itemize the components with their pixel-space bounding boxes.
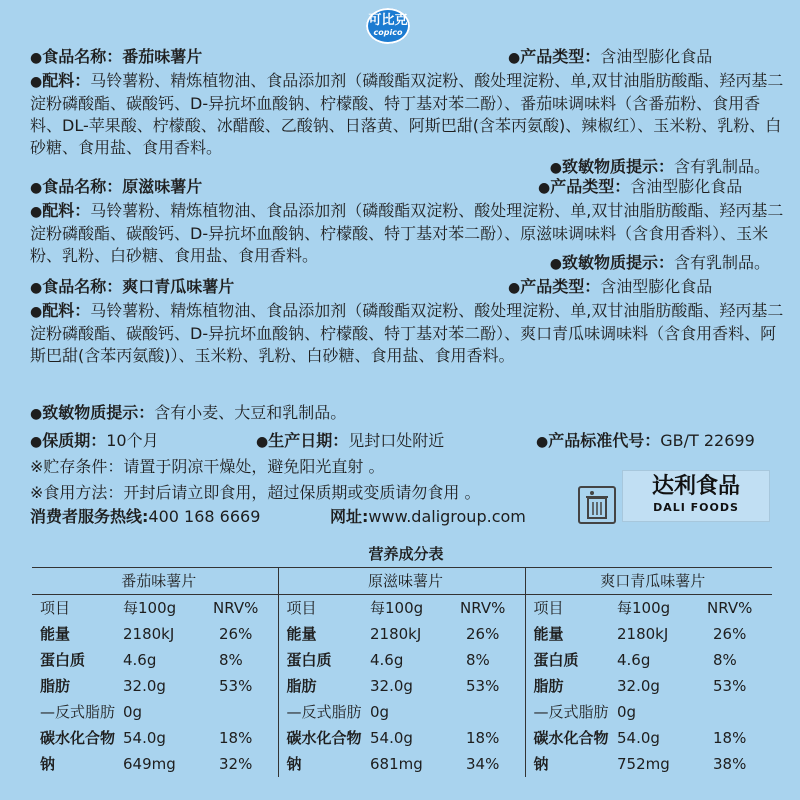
nutrient-name: 能量	[278, 621, 362, 647]
nrv-value	[205, 699, 278, 725]
product3-name-row: ●食品名称：爽口青瓜味薯片 ●产品类型：含油型膨化食品	[30, 276, 790, 299]
per-100g-value: 32.0g	[617, 677, 660, 695]
nrv-value: 18%	[466, 729, 500, 747]
table-row	[32, 751, 772, 777]
nrv-value	[699, 699, 772, 725]
product2-name-row: ●食品名称：原滋味薯片 ●产品类型：含油型膨化食品	[30, 176, 790, 199]
column-header: NRV%	[213, 599, 259, 617]
nutrition-product-header: 爽口青瓜味薯片	[525, 568, 772, 595]
per-100g-value: 649mg	[123, 755, 176, 773]
column-header: 每100g	[370, 599, 424, 617]
dali-foods-logo	[622, 470, 770, 522]
contact-row: 消费者服务热线:400 168 6669 网址:www.daligroup.com	[30, 507, 526, 526]
per-100g-value: 54.0g	[617, 729, 660, 747]
nrv-value: 8%	[713, 651, 737, 669]
shelf-date-std-row: ●保质期：10个月 ●生产日期：见封口处附近 ●产品标准代号：GB/T 22699	[30, 430, 790, 453]
per-100g-value: 0g	[123, 703, 143, 721]
nutrient-name: 钠	[525, 751, 609, 777]
per-100g-value: 2180kJ	[123, 625, 175, 643]
per-100g-value: 681mg	[370, 755, 423, 773]
nrv-value: 53%	[713, 677, 747, 695]
nutrient-name: 碳水化合物	[40, 729, 115, 747]
nutrient-name: 能量	[525, 621, 609, 647]
table-row	[32, 725, 772, 751]
product3-ingredients: ●配料：马铃薯粉、精炼植物油、食品添加剂（磷酸酯双淀粉、酸处理淀粉、单,双甘油脂肪酸酯、羟丙基二淀粉磷酸酯、碳酸钙、D-异抗坏血酸钠、柠檬酸、特丁基对苯二酚）、爽口青瓜味调味料（含食用香料、阿斯巴甜(含苯丙氨酸)）、玉米粉、乳粉、白砂糖、食用盐、食用香料。	[30, 301, 784, 365]
nrv-value: 18%	[219, 729, 253, 747]
per-100g-value: 0g	[617, 703, 637, 721]
per-100g-value: 4.6g	[617, 651, 651, 669]
usage-instructions: ※食用方法：开封后请立即食用，超过保质期或变质请勿食用 。	[30, 483, 481, 502]
per-100g-value: 32.0g	[123, 677, 166, 695]
nutrient-name: 蛋白质	[40, 651, 86, 669]
table-row	[32, 699, 772, 725]
nutrition-header-row	[32, 595, 772, 622]
nutrient-name: —反式脂肪	[278, 699, 362, 725]
nutrition-product-header: 番茄味薯片	[32, 568, 278, 595]
recycle-bin-icon	[578, 486, 616, 524]
logo-en: copico	[373, 28, 403, 37]
per-100g-value: 54.0g	[123, 729, 166, 747]
common-allergen: ●致敏物质提示：含有小麦、大豆和乳制品。	[30, 403, 347, 422]
product1-allergen: ●致敏物质提示：含有乳制品。	[549, 157, 770, 176]
nutrient-name: 钠	[40, 755, 56, 773]
per-100g-value: 32.0g	[370, 677, 413, 695]
per-100g-value: 2180kJ	[617, 625, 669, 643]
nrv-value: 8%	[219, 651, 243, 669]
column-header: 每100g	[617, 599, 671, 617]
nutrient-name: 能量	[40, 625, 71, 643]
table-row	[32, 647, 772, 673]
nutrient-name: 钠	[278, 751, 362, 777]
nrv-value: 26%	[219, 625, 253, 643]
per-100g-value: 0g	[370, 703, 390, 721]
storage-instructions: ※贮存条件：请置于阴凉干燥处，避免阳光直射 。	[30, 457, 385, 476]
nrv-value	[452, 699, 525, 725]
copico-logo	[366, 8, 410, 44]
product-type: ●产品类型：含油型膨化食品	[508, 277, 713, 296]
nrv-value: 53%	[466, 677, 500, 695]
product2-allergen: ●致敏物质提示：含有乳制品。	[549, 253, 770, 272]
nrv-value: 34%	[466, 755, 500, 773]
logo-cn: 可比克	[368, 13, 408, 28]
per-100g-value: 2180kJ	[370, 625, 422, 643]
nutrient-name: 脂肪	[40, 677, 71, 695]
product2-ingredients: ●配料：马铃薯粉、精炼植物油、食品添加剂（磷酸酯双淀粉、酸处理淀粉、单,双甘油脂肪酸酯、羟丙基二淀粉磷酸酯、碳酸钙、D-异抗坏血酸钠、柠檬酸、特丁基对苯二酚）、原滋味调味料（含食用香料）、玉米粉、乳粉、白砂糖、食用盐、食用香料。	[30, 201, 784, 265]
column-header: NRV%	[460, 599, 506, 617]
nrv-value: 32%	[219, 755, 253, 773]
per-100g-value: 54.0g	[370, 729, 413, 747]
nutrient-name: 脂肪	[525, 673, 609, 699]
product1-name-row: ●食品名称：番茄味薯片 ●产品类型：含油型膨化食品	[30, 46, 790, 69]
nrv-value: 26%	[466, 625, 500, 643]
website: 网址:www.daligroup.com	[330, 507, 526, 526]
nutrient-name: 碳水化合物	[525, 725, 609, 751]
production-date: ●生产日期：见封口处附近	[256, 431, 445, 450]
nutrient-name: —反式脂肪	[525, 699, 609, 725]
nrv-value: 53%	[219, 677, 253, 695]
per-100g-value: 752mg	[617, 755, 670, 773]
nutrient-name: 蛋白质	[525, 647, 609, 673]
nutrient-name: 脂肪	[278, 673, 362, 699]
name-label: 食品名称：	[42, 47, 123, 66]
nutrition-title: 营养成分表	[32, 541, 772, 568]
per-100g-value: 4.6g	[370, 651, 404, 669]
column-header: 项目	[525, 595, 609, 622]
nrv-value: 38%	[713, 755, 747, 773]
table-row	[32, 673, 772, 699]
column-header: NRV%	[707, 599, 753, 617]
dali-en: DALI FOODS	[653, 501, 739, 514]
product-name: 番茄味薯片	[122, 47, 203, 66]
dali-cn: 达利食品	[651, 474, 740, 499]
nutrition-product-header: 原滋味薯片	[278, 568, 525, 595]
nrv-value: 26%	[713, 625, 747, 643]
per-100g-value: 4.6g	[123, 651, 157, 669]
nutrient-name: —反式脂肪	[40, 703, 115, 721]
product-type: ●产品类型：含油型膨化食品	[538, 177, 743, 196]
nrv-value: 18%	[713, 729, 747, 747]
nutrient-name: 碳水化合物	[278, 725, 362, 751]
nutrition-table	[32, 541, 772, 777]
standard-code: ●产品标准代号：GB/T 22699	[536, 431, 755, 450]
column-header: 项目	[278, 595, 362, 622]
nutrient-name: 蛋白质	[278, 647, 362, 673]
column-header: 项目	[40, 599, 71, 617]
product-type: ●产品类型：含油型膨化食品	[508, 47, 713, 66]
table-row	[32, 621, 772, 647]
column-header: 每100g	[123, 599, 177, 617]
nrv-value: 8%	[466, 651, 490, 669]
product1-ingredients: ●配料：马铃薯粉、精炼植物油、食品添加剂（磷酸酯双淀粉、酸处理淀粉、单,双甘油脂肪酸酯、羟丙基二淀粉磷酸酯、碳酸钙、D-异抗坏血酸钠、柠檬酸、特丁基对苯二酚）、番茄味调味料（含番茄粉、食用香料、DL-苹果酸、柠檬酸、冰醋酸、乙酸钠、日落黄、阿斯巴甜(含苯丙氨酸)、辣椒红）、玉米粉、乳粉、白砂糖、食用盐、食用香料。	[30, 71, 784, 157]
